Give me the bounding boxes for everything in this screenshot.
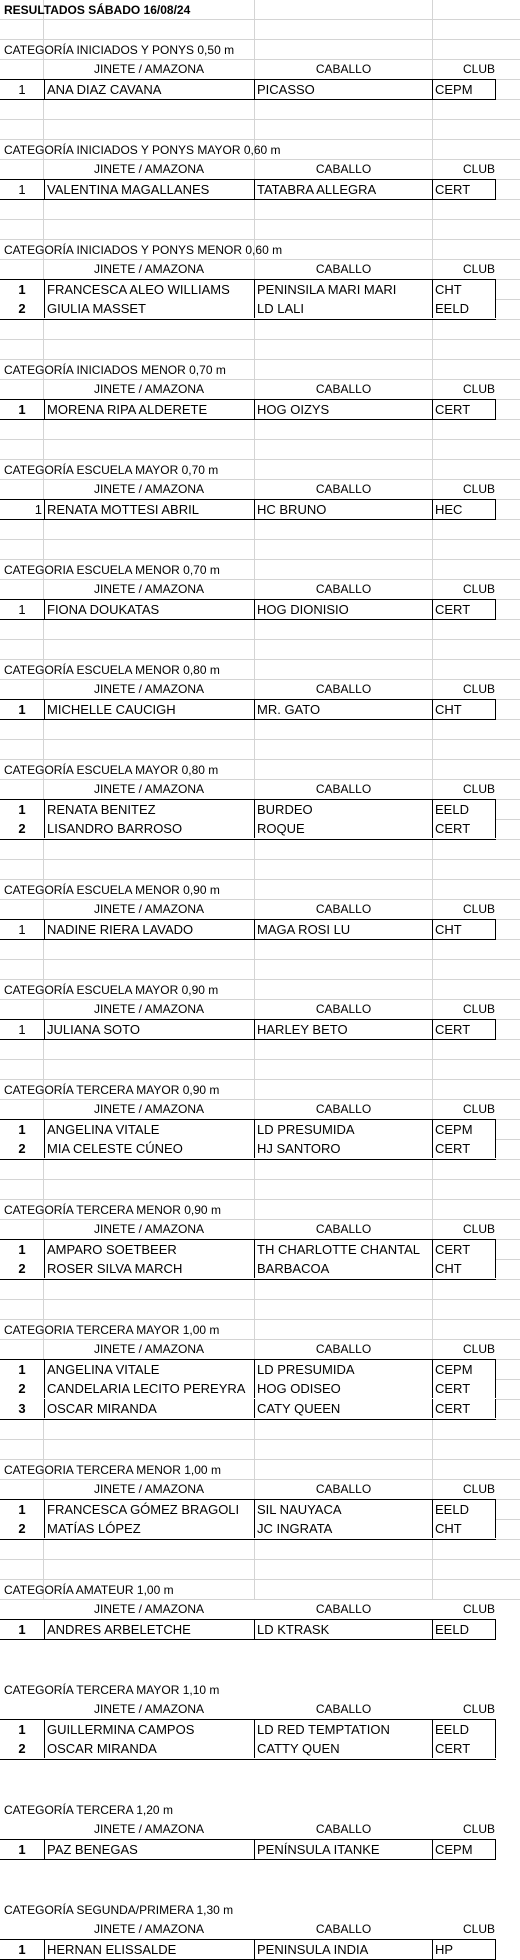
rider-cell: GUILLERMINA CAMPOS <box>44 1720 255 1739</box>
column-header-horse: CABALLO <box>315 1922 372 1936</box>
result-row <box>0 699 496 720</box>
horse-cell: HC BRUNO <box>254 500 433 519</box>
column-header-club: CLUB <box>462 1702 495 1716</box>
category-title: CATEGORÍA INICIADOS Y PONYS MAYOR 0,60 m <box>4 143 281 157</box>
column-header-rider: JINETE / AMAZONA <box>93 382 204 396</box>
position-cell: 1 <box>18 702 26 717</box>
column-header-rider: JINETE / AMAZONA <box>93 262 204 276</box>
club-cell: EELD <box>432 299 496 318</box>
column-header-club: CLUB <box>462 382 495 396</box>
horse-cell: PENÍNSULA ITANKE <box>254 1840 433 1859</box>
column-header-rider: JINETE / AMAZONA <box>93 1702 204 1716</box>
club-cell: CEPM <box>432 1120 496 1139</box>
horse-cell: TH CHARLOTTE CHANTAL <box>254 1240 433 1259</box>
horse-cell: BARBACOA <box>254 1259 433 1278</box>
rider-cell: GIULIA MASSET <box>44 299 255 318</box>
column-header-rider: JINETE / AMAZONA <box>93 1342 204 1356</box>
club-cell: CHT <box>432 1259 496 1278</box>
rider-cell: NADINE RIERA LAVADO <box>44 920 255 939</box>
result-row <box>0 1619 496 1640</box>
result-row <box>0 1139 496 1160</box>
horse-cell: LD LALI <box>254 299 433 318</box>
position-cell: 2 <box>18 1261 26 1276</box>
club-cell: CERT <box>432 819 496 838</box>
rider-cell: AMPARO SOETBEER <box>44 1240 255 1259</box>
category-title: CATEGORÍA ESCUELA MENOR 0,90 m <box>4 883 220 897</box>
horse-cell: SIL NAUYACA <box>254 1500 433 1519</box>
column-header-club: CLUB <box>462 1102 495 1116</box>
result-row <box>0 1499 496 1520</box>
rider-cell: MATÍAS LÓPEZ <box>44 1519 255 1538</box>
horse-cell: LD PRESUMIDA <box>254 1360 433 1379</box>
club-cell: CERT <box>432 400 496 419</box>
column-header-horse: CABALLO <box>315 582 372 596</box>
column-header-horse: CABALLO <box>315 1702 372 1716</box>
column-header-rider: JINETE / AMAZONA <box>93 1822 204 1836</box>
column-header-horse: CABALLO <box>315 482 372 496</box>
category-title: CATEGORIA ESCUELA MENOR 0,70 m <box>4 563 220 577</box>
position-cell: 1 <box>34 502 42 517</box>
column-header-rider: JINETE / AMAZONA <box>93 1922 204 1936</box>
position-cell: 2 <box>18 1141 26 1156</box>
result-row <box>0 1119 496 1140</box>
club-cell: CHT <box>432 280 496 299</box>
position-cell: 2 <box>18 301 26 316</box>
column-header-rider: JINETE / AMAZONA <box>93 902 204 916</box>
rider-cell: ROSER SILVA MARCH <box>44 1259 255 1278</box>
rider-cell: ANA DIAZ CAVANA <box>44 80 255 99</box>
rider-cell: RENATA BENITEZ <box>44 800 255 819</box>
result-row <box>0 919 496 940</box>
result-row <box>0 819 496 840</box>
horse-cell: LD RED TEMPTATION <box>254 1720 433 1739</box>
position-cell: 1 <box>18 1362 26 1377</box>
result-row <box>0 179 496 200</box>
category-title: CATEGORIA TERCERA MENOR 1,00 m <box>4 1463 221 1477</box>
result-row <box>0 1239 496 1260</box>
column-header-rider: JINETE / AMAZONA <box>93 1002 204 1016</box>
rider-cell: OSCAR MIRANDA <box>44 1399 255 1418</box>
rider-cell: ANDRES ARBELETCHE <box>44 1620 255 1639</box>
position-cell: 3 <box>18 1401 26 1416</box>
column-header-club: CLUB <box>462 162 495 176</box>
result-row <box>0 1739 496 1760</box>
column-header-horse: CABALLO <box>315 1002 372 1016</box>
column-header-rider: JINETE / AMAZONA <box>93 1482 204 1496</box>
column-header-horse: CABALLO <box>315 1102 372 1116</box>
club-cell: CHT <box>432 1519 496 1538</box>
column-header-rider: JINETE / AMAZONA <box>93 162 204 176</box>
category-title: CATEGORÍA SEGUNDA/PRIMERA 1,30 m <box>4 1903 234 1917</box>
position-cell: 1 <box>18 282 26 297</box>
column-header-club: CLUB <box>462 1482 495 1496</box>
club-cell: HP <box>432 1940 496 1959</box>
page-title: RESULTADOS SÁBADO 16/08/24 <box>4 3 191 17</box>
horse-cell: PENINSULA INDIA <box>254 1940 433 1959</box>
position-cell: 1 <box>18 82 26 97</box>
category-title: CATEGORÍA TERCERA 1,20 m <box>4 1803 173 1817</box>
result-row <box>0 1259 496 1280</box>
category-title: CATEGORÍA INICIADOS Y PONYS 0,50 m <box>4 43 235 57</box>
rider-cell: OSCAR MIRANDA <box>44 1739 255 1758</box>
column-header-club: CLUB <box>462 1602 495 1616</box>
column-header-horse: CABALLO <box>315 262 372 276</box>
column-header-club: CLUB <box>462 62 495 76</box>
category-title: CATEGORÍA INICIADOS Y PONYS MENOR 0,60 m <box>4 243 283 257</box>
column-header-club: CLUB <box>462 1002 495 1016</box>
horse-cell: TATABRA ALLEGRA <box>254 180 433 199</box>
club-cell: CERT <box>432 1240 496 1259</box>
rider-cell: PAZ BENEGAS <box>44 1840 255 1859</box>
club-cell: CEPM <box>432 80 496 99</box>
rider-cell: RENATA MOTTESI ABRIL <box>44 500 255 519</box>
result-row <box>0 299 496 320</box>
position-cell: 1 <box>18 602 26 617</box>
column-header-horse: CABALLO <box>315 682 372 696</box>
column-header-club: CLUB <box>462 482 495 496</box>
result-row <box>0 1719 496 1740</box>
position-cell: 1 <box>18 1622 26 1637</box>
position-cell: 1 <box>18 1022 26 1037</box>
result-row <box>0 1519 496 1540</box>
rider-cell: JULIANA SOTO <box>44 1020 255 1039</box>
rider-cell: HERNAN ELISSALDE <box>44 1940 255 1959</box>
column-header-horse: CABALLO <box>315 1602 372 1616</box>
column-header-horse: CABALLO <box>315 1822 372 1836</box>
column-header-horse: CABALLO <box>315 162 372 176</box>
result-row <box>0 599 496 620</box>
category-title: CATEGORÍA TERCERA MAYOR 0,90 m <box>4 1083 220 1097</box>
column-header-club: CLUB <box>462 682 495 696</box>
result-row <box>0 1379 496 1400</box>
category-title: CATEGORÍA INICIADOS MENOR 0,70 m <box>4 363 226 377</box>
column-header-horse: CABALLO <box>315 1222 372 1236</box>
horse-cell: BURDEO <box>254 800 433 819</box>
position-cell: 2 <box>18 1741 26 1756</box>
club-cell: CERT <box>432 600 496 619</box>
result-row <box>0 79 496 100</box>
position-cell: 1 <box>18 1842 26 1857</box>
column-header-horse: CABALLO <box>315 902 372 916</box>
column-header-rider: JINETE / AMAZONA <box>93 62 204 76</box>
club-cell: CHT <box>432 920 496 939</box>
rider-cell: FIONA DOUKATAS <box>44 600 255 619</box>
category-title: CATEGORÍA TERCERA MENOR 0,90 m <box>4 1203 221 1217</box>
horse-cell: LD KTRASK <box>254 1620 433 1639</box>
category-title: CATEGORÍA ESCUELA MAYOR 0,80 m <box>4 763 219 777</box>
column-header-club: CLUB <box>462 1342 495 1356</box>
rider-cell: FRANCESCA GÓMEZ BRAGOLI <box>44 1500 255 1519</box>
horse-cell: MAGA ROSI LU <box>254 920 433 939</box>
club-cell: EELD <box>432 1620 496 1639</box>
rider-cell: MIA CELESTE CÚNEO <box>44 1139 255 1158</box>
column-header-horse: CABALLO <box>315 1482 372 1496</box>
horse-cell: CATTY QUEN <box>254 1739 433 1758</box>
position-cell: 1 <box>18 1242 26 1257</box>
column-header-rider: JINETE / AMAZONA <box>93 582 204 596</box>
column-header-rider: JINETE / AMAZONA <box>93 482 204 496</box>
position-cell: 2 <box>18 821 26 836</box>
column-header-horse: CABALLO <box>315 782 372 796</box>
rider-cell: LISANDRO BARROSO <box>44 819 255 838</box>
result-row <box>0 1939 496 1960</box>
horse-cell: PICASSO <box>254 80 433 99</box>
position-cell: 2 <box>18 1381 26 1396</box>
rider-cell: CANDELARIA LECITO PEREYRA <box>44 1379 255 1398</box>
result-row <box>0 1399 496 1420</box>
result-row <box>0 279 496 300</box>
result-row <box>0 1359 496 1380</box>
position-cell: 1 <box>18 182 26 197</box>
column-header-rider: JINETE / AMAZONA <box>93 682 204 696</box>
column-header-horse: CABALLO <box>315 62 372 76</box>
position-cell: 1 <box>18 1942 26 1957</box>
club-cell: EELD <box>432 800 496 819</box>
horse-cell: HARLEY BETO <box>254 1020 433 1039</box>
result-row <box>0 499 496 520</box>
club-cell: CEPM <box>432 1360 496 1379</box>
category-title: CATEGORÍA AMATEUR 1,00 m <box>4 1583 174 1597</box>
rider-cell: ANGELINA VITALE <box>44 1360 255 1379</box>
horse-cell: HOG OIZYS <box>254 400 433 419</box>
column-header-rider: JINETE / AMAZONA <box>93 1222 204 1236</box>
column-header-club: CLUB <box>462 1222 495 1236</box>
column-header-club: CLUB <box>462 262 495 276</box>
column-header-club: CLUB <box>462 1922 495 1936</box>
position-cell: 1 <box>18 922 26 937</box>
position-cell: 2 <box>18 1521 26 1536</box>
club-cell: EELD <box>432 1720 496 1739</box>
result-row <box>0 1019 496 1040</box>
rider-cell: MICHELLE CAUCIGH <box>44 700 255 719</box>
category-title: CATEGORÍA TERCERA MAYOR 1,10 m <box>4 1683 220 1697</box>
rider-cell: ANGELINA VITALE <box>44 1120 255 1139</box>
column-header-club: CLUB <box>462 1822 495 1836</box>
horse-cell: HOG DIONISIO <box>254 600 433 619</box>
column-header-horse: CABALLO <box>315 382 372 396</box>
club-cell: CERT <box>432 1379 496 1398</box>
category-title: CATEGORIA TERCERA MAYOR 1,00 m <box>4 1323 220 1337</box>
column-header-club: CLUB <box>462 782 495 796</box>
horse-cell: CATY QUEEN <box>254 1399 433 1418</box>
position-cell: 1 <box>18 402 26 417</box>
club-cell: CERT <box>432 1399 496 1418</box>
result-row <box>0 1839 496 1860</box>
column-header-rider: JINETE / AMAZONA <box>93 1102 204 1116</box>
club-cell: CHT <box>432 700 496 719</box>
category-title: CATEGORÍA ESCUELA MENOR 0,80 m <box>4 663 220 677</box>
column-header-rider: JINETE / AMAZONA <box>93 782 204 796</box>
horse-cell: ROQUE <box>254 819 433 838</box>
horse-cell: LD PRESUMIDA <box>254 1120 433 1139</box>
club-cell: CERT <box>432 1139 496 1158</box>
result-row <box>0 399 496 420</box>
column-header-club: CLUB <box>462 902 495 916</box>
rider-cell: VALENTINA MAGALLANES <box>44 180 255 199</box>
club-cell: CERT <box>432 1739 496 1758</box>
position-cell: 1 <box>18 1502 26 1517</box>
column-header-horse: CABALLO <box>315 1342 372 1356</box>
result-row <box>0 799 496 820</box>
club-cell: EELD <box>432 1500 496 1519</box>
horse-cell: HOG ODISEO <box>254 1379 433 1398</box>
position-cell: 1 <box>18 1122 26 1137</box>
club-cell: CERT <box>432 180 496 199</box>
category-title: CATEGORÍA ESCUELA MAYOR 0,90 m <box>4 983 219 997</box>
position-cell: 1 <box>18 802 26 817</box>
rider-cell: MORENA RIPA ALDERETE <box>44 400 255 419</box>
horse-cell: HJ SANTORO <box>254 1139 433 1158</box>
horse-cell: PENINSILA MARI MARI <box>254 280 433 299</box>
club-cell: CERT <box>432 1020 496 1039</box>
club-cell: CEPM <box>432 1840 496 1859</box>
horse-cell: MR. GATO <box>254 700 433 719</box>
club-cell: HEC <box>432 500 496 519</box>
position-cell: 1 <box>18 1722 26 1737</box>
column-header-club: CLUB <box>462 582 495 596</box>
category-title: CATEGORÍA ESCUELA MAYOR 0,70 m <box>4 463 219 477</box>
column-header-rider: JINETE / AMAZONA <box>93 1602 204 1616</box>
rider-cell: FRANCESCA ALEO WILLIAMS <box>44 280 255 299</box>
horse-cell: JC INGRATA <box>254 1519 433 1538</box>
